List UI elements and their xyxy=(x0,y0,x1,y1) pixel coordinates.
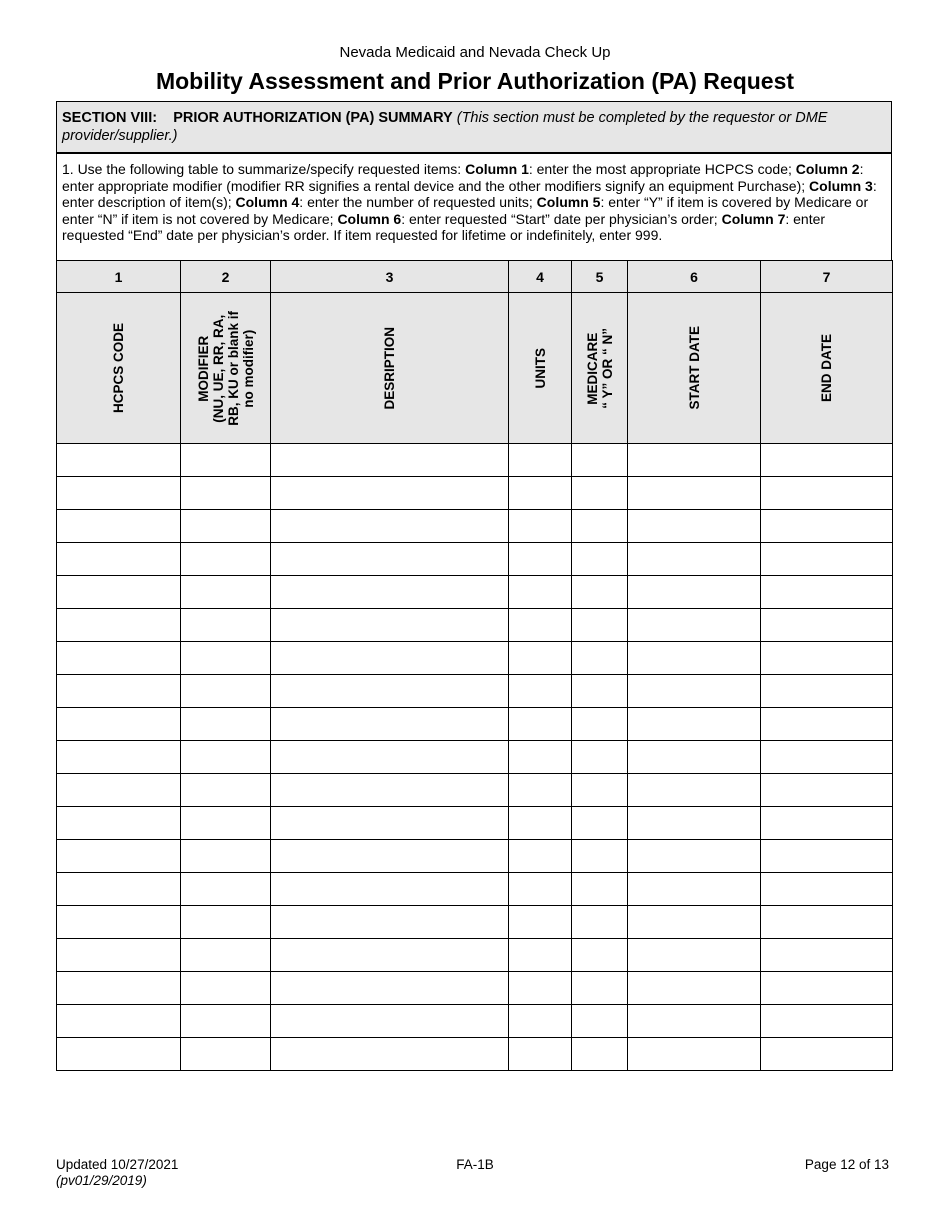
description-cell[interactable] xyxy=(271,840,509,873)
units-cell[interactable] xyxy=(509,972,572,1005)
hcpcs-code-cell[interactable] xyxy=(57,576,181,609)
description-cell[interactable] xyxy=(271,675,509,708)
column-header-start-date xyxy=(628,293,761,444)
medicare-cell[interactable] xyxy=(572,1005,628,1038)
modifier-cell[interactable] xyxy=(181,972,271,1005)
modifier-cell[interactable] xyxy=(181,840,271,873)
description-cell[interactable] xyxy=(271,477,509,510)
instr-col1-text: : enter the most appropriate HCPCS code; xyxy=(528,161,796,177)
end-date-cell[interactable] xyxy=(761,972,893,1005)
instructions xyxy=(56,154,892,260)
column-number: 4 xyxy=(509,261,572,293)
modifier-cell[interactable] xyxy=(181,873,271,906)
units-cell[interactable] xyxy=(509,477,572,510)
description-cell[interactable] xyxy=(271,609,509,642)
table-row xyxy=(57,741,893,774)
instr-col4-text: : enter the number of requested units; xyxy=(299,194,537,210)
hcpcs-code-cell[interactable] xyxy=(57,1038,181,1071)
hcpcs-code-cell[interactable] xyxy=(57,642,181,675)
table-row xyxy=(57,939,893,972)
end-date-cell[interactable] xyxy=(761,609,893,642)
end-date-cell[interactable] xyxy=(761,741,893,774)
instr-col1-label: Column 1 xyxy=(465,161,529,177)
table-row xyxy=(57,840,893,873)
start-date-cell[interactable] xyxy=(628,510,761,543)
column-header-hcpcs xyxy=(57,293,181,444)
table-row xyxy=(57,774,893,807)
column-header-end-date xyxy=(761,293,893,444)
end-date-cell[interactable] xyxy=(761,543,893,576)
units-cell[interactable] xyxy=(509,576,572,609)
description-cell[interactable] xyxy=(271,1038,509,1071)
column-label: UNITS xyxy=(532,347,548,389)
end-date-cell[interactable] xyxy=(761,675,893,708)
column-number-row xyxy=(57,261,893,293)
column-number: 7 xyxy=(761,261,893,293)
column-number: 2 xyxy=(181,261,271,293)
description-cell[interactable] xyxy=(271,543,509,576)
start-date-cell[interactable] xyxy=(628,642,761,675)
medicare-cell[interactable] xyxy=(572,840,628,873)
description-cell[interactable] xyxy=(271,576,509,609)
end-date-cell[interactable] xyxy=(761,939,893,972)
column-label: END DATE xyxy=(819,333,834,402)
units-cell[interactable] xyxy=(509,1005,572,1038)
units-cell[interactable] xyxy=(509,807,572,840)
description-cell[interactable] xyxy=(271,741,509,774)
start-date-cell[interactable] xyxy=(628,939,761,972)
units-cell[interactable] xyxy=(509,642,572,675)
modifier-cell[interactable] xyxy=(181,906,271,939)
units-cell[interactable] xyxy=(509,444,572,477)
description-cell[interactable] xyxy=(271,642,509,675)
hcpcs-code-cell[interactable] xyxy=(57,609,181,642)
end-date-cell[interactable] xyxy=(761,774,893,807)
start-date-cell[interactable] xyxy=(628,1005,761,1038)
end-date-cell[interactable] xyxy=(761,510,893,543)
end-date-cell[interactable] xyxy=(761,576,893,609)
units-cell[interactable] xyxy=(509,939,572,972)
table-row xyxy=(57,477,893,510)
units-cell[interactable] xyxy=(509,873,572,906)
description-cell[interactable] xyxy=(271,939,509,972)
start-date-cell[interactable] xyxy=(628,774,761,807)
units-cell[interactable] xyxy=(509,741,572,774)
modifier-cell[interactable] xyxy=(181,1038,271,1071)
medicare-cell[interactable] xyxy=(572,576,628,609)
units-cell[interactable] xyxy=(509,1038,572,1071)
column-number: 1 xyxy=(57,261,181,293)
modifier-cell[interactable] xyxy=(181,576,271,609)
units-cell[interactable] xyxy=(509,609,572,642)
description-cell[interactable] xyxy=(271,774,509,807)
modifier-cell[interactable] xyxy=(181,543,271,576)
instr-col3-text: : enter description of item(s); xyxy=(62,177,877,210)
pa-summary-form xyxy=(56,101,892,1071)
modifier-cell[interactable] xyxy=(181,444,271,477)
end-date-cell[interactable] xyxy=(761,477,893,510)
instr-intro: 1. Use the following table to summarize/specify requested items: xyxy=(62,161,466,177)
column-label: START DATE xyxy=(686,326,702,410)
description-cell[interactable] xyxy=(271,906,509,939)
table-row xyxy=(57,972,893,1005)
table-row xyxy=(57,708,893,741)
instr-col3-label: Column 3 xyxy=(809,177,873,194)
description-cell[interactable] xyxy=(271,972,509,1005)
hcpcs-code-cell[interactable] xyxy=(57,675,181,708)
start-date-cell[interactable] xyxy=(628,972,761,1005)
medicare-cell[interactable] xyxy=(572,642,628,675)
form-title: Mobility Assessment and Prior Authorization (PA) Request xyxy=(155,68,795,94)
column-header-medicare xyxy=(572,293,628,444)
table-row xyxy=(57,675,893,708)
modifier-cell[interactable] xyxy=(181,708,271,741)
column-number: 5 xyxy=(572,261,628,293)
end-date-cell[interactable] xyxy=(761,873,893,906)
description-cell[interactable] xyxy=(271,873,509,906)
medicare-cell[interactable] xyxy=(572,675,628,708)
instr-col6-label: Column 6 xyxy=(337,210,402,227)
end-date-cell[interactable] xyxy=(761,708,893,741)
table-row xyxy=(57,906,893,939)
updated-date: Updated 10/27/2021 xyxy=(56,1157,179,1172)
instr-col5-label: Column 5 xyxy=(536,194,601,210)
description-cell[interactable] xyxy=(271,807,509,840)
hcpcs-code-cell[interactable] xyxy=(57,477,181,510)
table-row xyxy=(57,642,893,675)
medicare-cell[interactable] xyxy=(572,708,628,741)
hcpcs-code-cell[interactable] xyxy=(57,873,181,906)
medicare-cell[interactable] xyxy=(572,609,628,642)
modifier-cell[interactable] xyxy=(181,741,271,774)
table-row xyxy=(57,444,893,477)
column-header-description xyxy=(271,293,509,444)
column-number: 3 xyxy=(271,261,509,293)
end-date-cell[interactable] xyxy=(761,444,893,477)
units-cell[interactable] xyxy=(509,708,572,741)
hcpcs-code-cell[interactable] xyxy=(57,708,181,741)
hcpcs-code-cell[interactable] xyxy=(57,840,181,873)
instr-col7-label: Column 7 xyxy=(721,210,786,227)
agency-name: Nevada Medicaid and Nevada Check Up xyxy=(339,44,611,61)
column-header-modifier xyxy=(181,293,271,444)
column-label-row xyxy=(57,293,893,444)
section-label: SECTION VIII: xyxy=(62,110,158,126)
medicare-cell[interactable] xyxy=(572,477,628,510)
medicare-cell[interactable] xyxy=(572,873,628,906)
medicare-cell[interactable] xyxy=(572,510,628,543)
units-cell[interactable] xyxy=(509,543,572,576)
units-cell[interactable] xyxy=(509,906,572,939)
modifier-cell[interactable] xyxy=(181,642,271,675)
start-date-cell[interactable] xyxy=(628,741,761,774)
table-row xyxy=(57,1005,893,1038)
hcpcs-code-cell[interactable] xyxy=(57,774,181,807)
start-date-cell[interactable] xyxy=(628,906,761,939)
pa-summary-table xyxy=(56,260,893,1071)
medicare-cell[interactable] xyxy=(572,741,628,774)
start-date-cell[interactable] xyxy=(628,708,761,741)
units-cell[interactable] xyxy=(509,774,572,807)
description-cell[interactable] xyxy=(271,1005,509,1038)
column-label: HCPCS CODE xyxy=(111,322,126,413)
table-row xyxy=(57,510,893,543)
medicare-cell[interactable] xyxy=(572,972,628,1005)
table-row xyxy=(57,609,893,642)
column-label: MODIFIER (NU, UE, RR, RA, RB, KU or blank if no modifier) xyxy=(195,310,256,426)
page-number: Page 12 of 13 xyxy=(804,1157,889,1172)
column-header-units xyxy=(509,293,572,444)
instr-col7-text: : enter requested “End” date per physician’s order. If item requested for lifetime or indefinitely, enter 999. xyxy=(62,210,826,243)
description-cell[interactable] xyxy=(271,510,509,543)
instr-col2-label: Column 2 xyxy=(795,161,860,177)
units-cell[interactable] xyxy=(509,510,572,543)
table-row xyxy=(57,1038,893,1071)
description-cell[interactable] xyxy=(271,708,509,741)
end-date-cell[interactable] xyxy=(761,1005,893,1038)
section-note: (This section must be completed by the requestor or DME provider/supplier.) xyxy=(62,110,828,144)
start-date-cell[interactable] xyxy=(628,1038,761,1071)
modifier-cell[interactable] xyxy=(181,609,271,642)
instr-col2-text: : enter appropriate modifier (modifier RR signifies a rental device and the other modifiers signify an equipment Purchase); xyxy=(62,161,864,194)
hcpcs-code-cell[interactable] xyxy=(57,939,181,972)
modifier-cell[interactable] xyxy=(181,675,271,708)
hcpcs-code-cell[interactable] xyxy=(57,543,181,576)
instr-col5-text: : enter “Y” if item is covered by Medicare or enter “N” if item is not covered by Medicare; xyxy=(62,194,869,227)
units-cell[interactable] xyxy=(509,675,572,708)
start-date-cell[interactable] xyxy=(628,477,761,510)
hcpcs-code-cell[interactable] xyxy=(57,972,181,1005)
end-date-cell[interactable] xyxy=(761,807,893,840)
modifier-cell[interactable] xyxy=(181,774,271,807)
modifier-cell[interactable] xyxy=(181,807,271,840)
table-body xyxy=(57,444,893,1071)
instr-col4-label: Column 4 xyxy=(235,194,300,210)
start-date-cell[interactable] xyxy=(628,444,761,477)
description-cell[interactable] xyxy=(271,444,509,477)
medicare-cell[interactable] xyxy=(572,1038,628,1071)
medicare-cell[interactable] xyxy=(572,543,628,576)
modifier-cell[interactable] xyxy=(181,477,271,510)
start-date-cell[interactable] xyxy=(628,609,761,642)
medicare-cell[interactable] xyxy=(572,807,628,840)
hcpcs-code-cell[interactable] xyxy=(57,510,181,543)
medicare-cell[interactable] xyxy=(572,774,628,807)
instr-col6-text: : enter requested “Start” date per physician’s order; xyxy=(401,210,722,227)
medicare-cell[interactable] xyxy=(572,444,628,477)
start-date-cell[interactable] xyxy=(628,873,761,906)
table-row xyxy=(57,873,893,906)
medicare-cell[interactable] xyxy=(572,906,628,939)
end-date-cell[interactable] xyxy=(761,1038,893,1071)
modifier-cell[interactable] xyxy=(181,510,271,543)
form-id: FA-1B xyxy=(456,1157,494,1172)
end-date-cell[interactable] xyxy=(761,840,893,873)
end-date-cell[interactable] xyxy=(761,906,893,939)
table-row xyxy=(57,543,893,576)
start-date-cell[interactable] xyxy=(628,840,761,873)
start-date-cell[interactable] xyxy=(628,576,761,609)
medicare-cell[interactable] xyxy=(572,939,628,972)
table-row xyxy=(57,807,893,840)
column-label: DESRIPTION xyxy=(382,326,397,410)
hcpcs-code-cell[interactable] xyxy=(57,741,181,774)
start-date-cell[interactable] xyxy=(628,675,761,708)
modifier-cell[interactable] xyxy=(181,939,271,972)
start-date-cell[interactable] xyxy=(628,543,761,576)
end-date-cell[interactable] xyxy=(761,642,893,675)
modifier-cell[interactable] xyxy=(181,1005,271,1038)
section-name: PRIOR AUTHORIZATION (PA) SUMMARY xyxy=(173,110,453,126)
hcpcs-code-cell[interactable] xyxy=(57,444,181,477)
hcpcs-code-cell[interactable] xyxy=(57,906,181,939)
start-date-cell[interactable] xyxy=(628,807,761,840)
section-header xyxy=(56,101,892,154)
column-label: MEDICARE “ Y” OR “ N” xyxy=(584,327,615,409)
column-number: 6 xyxy=(628,261,761,293)
previous-version: (pv01/29/2019) xyxy=(56,1173,147,1188)
units-cell[interactable] xyxy=(509,840,572,873)
hcpcs-code-cell[interactable] xyxy=(57,807,181,840)
table-row xyxy=(57,576,893,609)
hcpcs-code-cell[interactable] xyxy=(57,1005,181,1038)
